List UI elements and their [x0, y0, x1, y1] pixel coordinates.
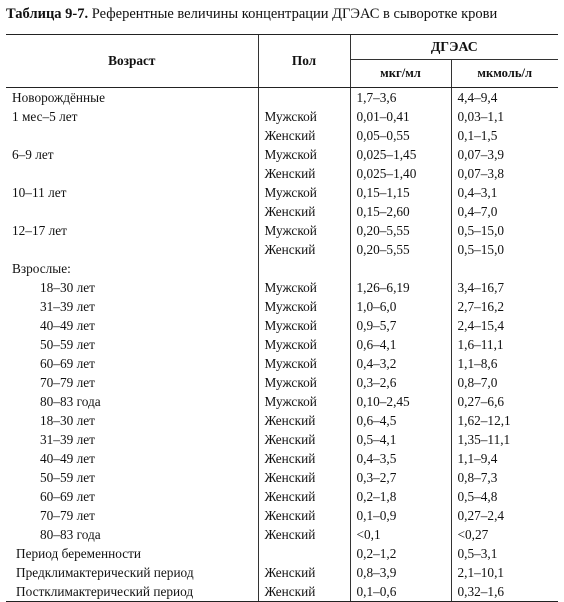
cell-age: 70–79 лет: [40, 508, 95, 523]
cell-sex: Мужской: [258, 354, 350, 373]
cell-mcmol: 1,35–11,1: [451, 430, 558, 449]
cell-sex: Мужской: [258, 373, 350, 392]
cell-sex: Женский: [258, 506, 350, 525]
cell-age: [6, 126, 258, 145]
header-unit-mcmol: мкмоль/л: [451, 60, 558, 88]
cell-sex: Мужской: [258, 392, 350, 411]
cell-mcg: 0,05–0,55: [350, 126, 451, 145]
cell-sex: Женский: [258, 582, 350, 602]
table-row: [6, 107, 558, 126]
cell-mcg: 0,15–2,60: [350, 202, 451, 221]
cell-mcg: 0,1–0,9: [350, 506, 451, 525]
cell-sex: Женский: [258, 164, 350, 183]
cell-sex: [258, 544, 350, 563]
table-caption-text: Референтные величины концентрации ДГЭАС в сыворотке крови: [91, 6, 498, 22]
header-age: Возраст: [6, 35, 258, 88]
cell-age: 6–9 лет: [12, 147, 54, 162]
table-row: [6, 278, 558, 297]
cell-age: 10–11 лет: [12, 185, 67, 200]
cell-mcmol: 0,8–7,3: [451, 468, 558, 487]
cell-sex: Мужской: [258, 183, 350, 202]
cell-age: 12–17 лет: [12, 223, 67, 238]
cell-mcmol: 0,07–3,8: [451, 164, 558, 183]
cell-mcg: 0,1–0,6: [350, 582, 451, 602]
cell-age: Взрослые:: [12, 261, 71, 276]
cell-age: 40–49 лет: [40, 318, 95, 333]
cell-mcg: 1,26–6,19: [350, 278, 451, 297]
table-caption-label: Таблица 9-7.: [6, 6, 89, 22]
cell-sex: Женский: [258, 240, 350, 259]
table-row: [6, 145, 558, 164]
header-sex: Пол: [258, 35, 350, 88]
cell-sex: Женский: [258, 563, 350, 582]
cell-mcmol: 4,4–9,4: [451, 88, 558, 108]
table-row: [6, 202, 558, 221]
table-row: [6, 126, 558, 145]
cell-mcmol: 0,8–7,0: [451, 373, 558, 392]
table-header: [6, 35, 558, 88]
table-body: [6, 88, 558, 602]
cell-mcmol: 0,5–3,1: [451, 544, 558, 563]
table-row: [6, 449, 558, 468]
table-row: [6, 392, 558, 411]
cell-sex: Мужской: [258, 278, 350, 297]
cell-sex: Мужской: [258, 335, 350, 354]
cell-mcmol: 0,03–1,1: [451, 107, 558, 126]
cell-mcmol: 2,4–15,4: [451, 316, 558, 335]
cell-age: 70–79 лет: [40, 375, 95, 390]
cell-mcg: 1,0–6,0: [350, 297, 451, 316]
cell-mcmol: 2,7–16,2: [451, 297, 558, 316]
cell-age: 18–30 лет: [40, 280, 95, 295]
cell-sex: Мужской: [258, 316, 350, 335]
table-caption: [6, 6, 497, 23]
cell-sex: [258, 259, 350, 278]
cell-mcmol: 0,4–7,0: [451, 202, 558, 221]
cell-mcmol: [451, 259, 558, 278]
table-row: [6, 240, 558, 259]
cell-mcmol: <0,27: [451, 525, 558, 544]
cell-sex: Женский: [258, 525, 350, 544]
cell-mcg: 0,20–5,55: [350, 221, 451, 240]
cell-mcmol: 0,07–3,9: [451, 145, 558, 164]
cell-mcg: 0,9–5,7: [350, 316, 451, 335]
cell-mcg: 0,3–2,6: [350, 373, 451, 392]
cell-age: 80–83 года: [40, 394, 101, 409]
cell-age: 60–69 лет: [40, 489, 95, 504]
cell-age: 60–69 лет: [40, 356, 95, 371]
cell-sex: Женский: [258, 487, 350, 506]
cell-age: 80–83 года: [40, 527, 101, 542]
cell-mcg: 1,7–3,6: [350, 88, 451, 108]
table-row: [6, 544, 558, 563]
cell-mcmol: 0,32–1,6: [451, 582, 558, 602]
cell-mcg: 0,10–2,45: [350, 392, 451, 411]
cell-mcg: 0,20–5,55: [350, 240, 451, 259]
cell-sex: Женский: [258, 449, 350, 468]
cell-mcg: 0,15–1,15: [350, 183, 451, 202]
cell-mcmol: 1,1–9,4: [451, 449, 558, 468]
cell-mcg: 0,4–3,5: [350, 449, 451, 468]
cell-age: Предклимактерический период: [16, 565, 194, 580]
cell-mcmol: 0,5–15,0: [451, 240, 558, 259]
cell-age: Постклимактерический период: [6, 582, 258, 602]
cell-mcg: 0,3–2,7: [350, 468, 451, 487]
cell-sex: Женский: [258, 126, 350, 145]
cell-mcmol: 0,27–6,6: [451, 392, 558, 411]
table-row: [6, 221, 558, 240]
cell-sex: Женский: [258, 468, 350, 487]
cell-sex: [258, 88, 350, 108]
cell-sex: Мужской: [258, 107, 350, 126]
cell-sex: Мужской: [258, 297, 350, 316]
table-row: [6, 487, 558, 506]
cell-age: 18–30 лет: [40, 413, 95, 428]
table-row: [6, 582, 558, 602]
cell-mcmol: 1,6–11,1: [451, 335, 558, 354]
cell-mcmol: 0,5–4,8: [451, 487, 558, 506]
cell-age: 40–49 лет: [40, 451, 95, 466]
table-row: [6, 506, 558, 525]
cell-age: 1 мес–5 лет: [12, 109, 78, 124]
header-dheas: ДГЭАС: [350, 35, 558, 60]
cell-sex: Женский: [258, 430, 350, 449]
cell-sex: Женский: [258, 202, 350, 221]
cell-mcg: 0,8–3,9: [350, 563, 451, 582]
cell-age: Новорождённые: [12, 90, 105, 105]
cell-age: 50–59 лет: [40, 470, 95, 485]
cell-age: 31–39 лет: [40, 299, 95, 314]
table-row: [6, 525, 558, 544]
cell-mcg: 0,2–1,8: [350, 487, 451, 506]
table-row: [6, 468, 558, 487]
cell-mcmol: 0,5–15,0: [451, 221, 558, 240]
table-row: [6, 354, 558, 373]
table-row: [6, 164, 558, 183]
table-row: [6, 430, 558, 449]
cell-mcg: [350, 259, 451, 278]
table-row: [6, 335, 558, 354]
table-row: [6, 316, 558, 335]
cell-age: [6, 164, 258, 183]
cell-mcmol: 3,4–16,7: [451, 278, 558, 297]
cell-mcmol: 0,27–2,4: [451, 506, 558, 525]
reference-table: [6, 34, 558, 602]
cell-sex: Женский: [258, 411, 350, 430]
table-row: [6, 259, 558, 278]
cell-mcg: 0,6–4,5: [350, 411, 451, 430]
cell-mcg: 0,01–0,41: [350, 107, 451, 126]
cell-age: 50–59 лет: [40, 337, 95, 352]
cell-mcg: 0,5–4,1: [350, 430, 451, 449]
table-row: [6, 563, 558, 582]
cell-sex: Мужской: [258, 221, 350, 240]
cell-mcg: 0,025–1,40: [350, 164, 451, 183]
cell-mcmol: 1,62–12,1: [451, 411, 558, 430]
table-row: [6, 297, 558, 316]
cell-age: 31–39 лет: [40, 432, 95, 447]
cell-mcmol: 2,1–10,1: [451, 563, 558, 582]
table-row: [6, 373, 558, 392]
cell-mcg: 0,2–1,2: [350, 544, 451, 563]
cell-mcg: 0,4–3,2: [350, 354, 451, 373]
cell-mcg: <0,1: [350, 525, 451, 544]
cell-sex: Мужской: [258, 145, 350, 164]
table-row: [6, 411, 558, 430]
cell-mcmol: 0,4–3,1: [451, 183, 558, 202]
cell-age: [6, 202, 258, 221]
cell-mcmol: 1,1–8,6: [451, 354, 558, 373]
table-row: [6, 88, 558, 108]
header-unit-mcg: мкг/мл: [350, 60, 451, 88]
cell-age: [6, 240, 258, 259]
table-row: [6, 183, 558, 202]
cell-mcg: 0,025–1,45: [350, 145, 451, 164]
cell-mcg: 0,6–4,1: [350, 335, 451, 354]
cell-mcmol: 0,1–1,5: [451, 126, 558, 145]
cell-age: Период беременности: [16, 546, 142, 561]
